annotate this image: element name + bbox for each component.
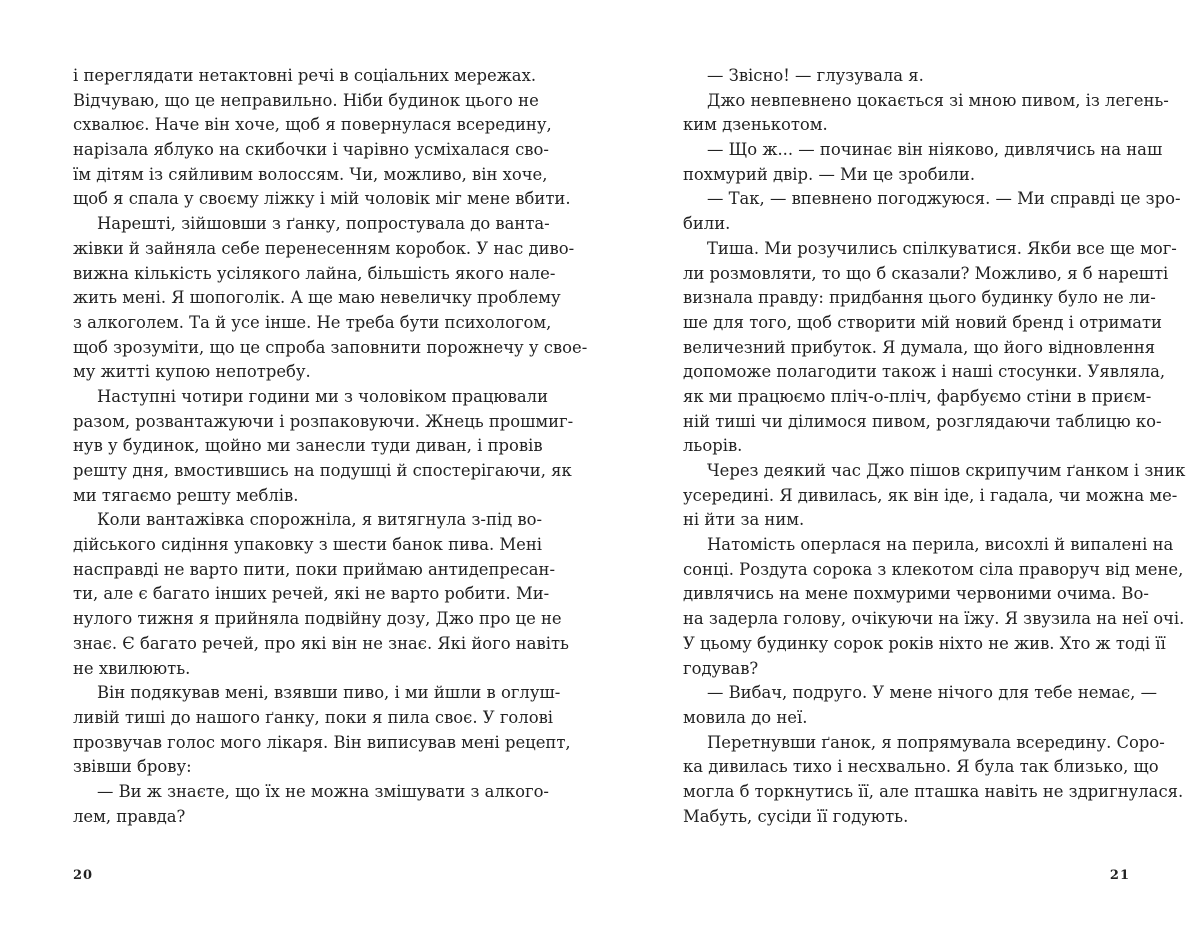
text-line: допоможе полагодити також і наші стосунки. Уявляла, [683,362,1166,382]
text-line: льорів. [683,436,743,456]
text-line: разом, розвантажуючи і розпаковуючи. Жнець прошмиг- [73,411,574,431]
text-line: Через деякий час Джо пішов скрипучим ґанком і зник [707,461,1186,480]
text-line: ли розмовляти, то що б сказали? Можливо, я б нарешті [683,263,1169,283]
text-line: дивлячись на мене похмурими червоними очима. Во- [683,584,1149,604]
text-line: му житті купою непотребу. [73,362,311,382]
text-line: годував? [683,658,759,678]
text-line: Нарешті, зійшовши з ґанку, попростувала до ванта- [97,214,550,234]
text-line: визнала правду: придбання цього будинку було не ли- [683,288,1156,308]
text-line: схвалює. Наче він хоче, щоб я повернулася всередину, [73,115,552,135]
text-line: ти, але є багато інших речей, які не варто робити. Ми- [73,584,550,604]
text-line: ній тиші чи ділимося пивом, розглядаючи таблицю ко- [683,411,1162,431]
text-line: жівки й зайняла себе перенесенням коробок. У нас диво- [73,238,575,258]
text-line: Джо невпевнено цокається зі мною пивом, із легень- [707,90,1169,110]
text-line: — Що ж... — починає він ніяково, дивлячись на наш [707,140,1163,160]
text-line: похмурий двір. — Ми це зробили. [683,164,976,184]
text-line: лем, правда? [73,806,186,826]
text-line: ка дивилась тихо і несхвально. Я була так близько, що [683,757,1159,777]
text-line: ким дзенькотом. [683,115,828,135]
text-line: знає. Є багато речей, про які він не знає. Які його навіть [73,633,569,653]
text-line: з алкоголем. Та й усе інше. Не треба бути психологом, [73,312,552,332]
text-line: жить мені. Я шопоголік. А ще маю невеличку проблему [73,288,561,308]
text-line: звівши брову: [73,757,192,777]
text-line: нарізала яблуко на скибочки і чарівно усміхалася сво- [73,140,549,160]
text-line: ні йти за ним. [683,510,805,530]
text-line: нув у будинок, щойно ми занесли туди диван, і провів [73,436,543,456]
text-line: мовила до неї. [683,707,808,727]
text-line: щоб зрозуміти, що це спроба заповнити порожнечу у свое- [73,337,588,357]
text-line: Мабуть, сусіди її годують. [683,806,909,826]
text-line: ливій тиші до нашого ґанку, поки я пила своє. У голові [73,707,554,727]
text-line: і переглядати нетактовні речі в соціальних мережах. [73,66,537,85]
text-line: щоб я спала у своєму ліжку і мій чоловік міг мене вбити. [73,189,571,209]
text-line: ми тягаємо решту меблів. [73,485,299,505]
text-line: — Так, — впевнено погоджуюся. — Ми справді це зро- [707,189,1181,209]
text-line: нулого тижня я прийняла подвійну дозу, Джо про це не [73,609,562,629]
text-line: — Звісно! — глузувала я. [707,66,924,85]
text-line: Наступні чотири години ми з чоловіком працювали [97,386,549,406]
text-line: — Вибач, подруго. У мене нічого для тебе немає, — [707,683,1157,703]
text-line: на задерла голову, очікуючи на їжу. Я звузила на неї очі. [683,609,1185,629]
text-line: — Ви ж знаєте, що їх не можна змішувати з алкого- [97,781,549,801]
text-line: Натомість оперлася на перила, висохлі й випалені на [707,535,1174,555]
text-line: не хвилюють. [73,658,191,678]
page-number-left: 20 [73,868,94,883]
text-line: били. [683,214,731,234]
page-number-right: 21 [1109,868,1130,883]
right-page-text [683,64,1186,829]
text-line: прозвучав голос мого лікаря. Він виписував мені рецепт, [73,732,571,752]
text-line: вижна кількість усілякого лайна, більшість якого нале- [73,263,556,283]
text-line: дійського сидіння упаковку з шести банок пива. Мені [73,535,543,555]
text-line: величезний прибуток. Я думала, що його відновлення [683,337,1156,357]
text-line: могла б торкнутись її, але пташка навіть не здригнулася. [683,781,1184,801]
text-line: насправді не варто пити, поки приймаю антидепресан- [73,559,556,579]
text-line: їм дітям із сяйливим волоссям. Чи, можливо, він хоче, [73,164,548,184]
text-line: ше для того, щоб створити мій новий бренд і отримати [683,312,1162,332]
text-line: Тиша. Ми розучились спілкуватися. Якби все ще мог- [707,238,1177,258]
text-line: сонці. Роздута сорока з клекотом сіла праворуч від мене, [683,559,1184,579]
left-page-text [73,64,588,829]
text-line: Він подякував мені, взявши пиво, і ми йшли в оглуш- [97,683,561,703]
text-line: як ми працюємо пліч-о-пліч, фарбуємо стіни в приєм- [683,386,1152,406]
text-line: Перетнувши ґанок, я попрямувала всередину. Соро- [707,732,1165,752]
text-line: У цьому будинку сорок років ніхто не жив. Хто ж тоді її [683,633,1166,653]
text-line: Відчуваю, що це неправильно. Ніби будинок цього не [73,90,539,110]
text-line: Коли вантажівка спорожніла, я витягнула з-під во- [97,510,543,530]
text-line: усередині. Я дивилась, як він іде, і гадала, чи можна ме- [683,485,1178,505]
text-line: решту дня, вмостившись на подушці й спостерігаючи, як [73,461,572,480]
